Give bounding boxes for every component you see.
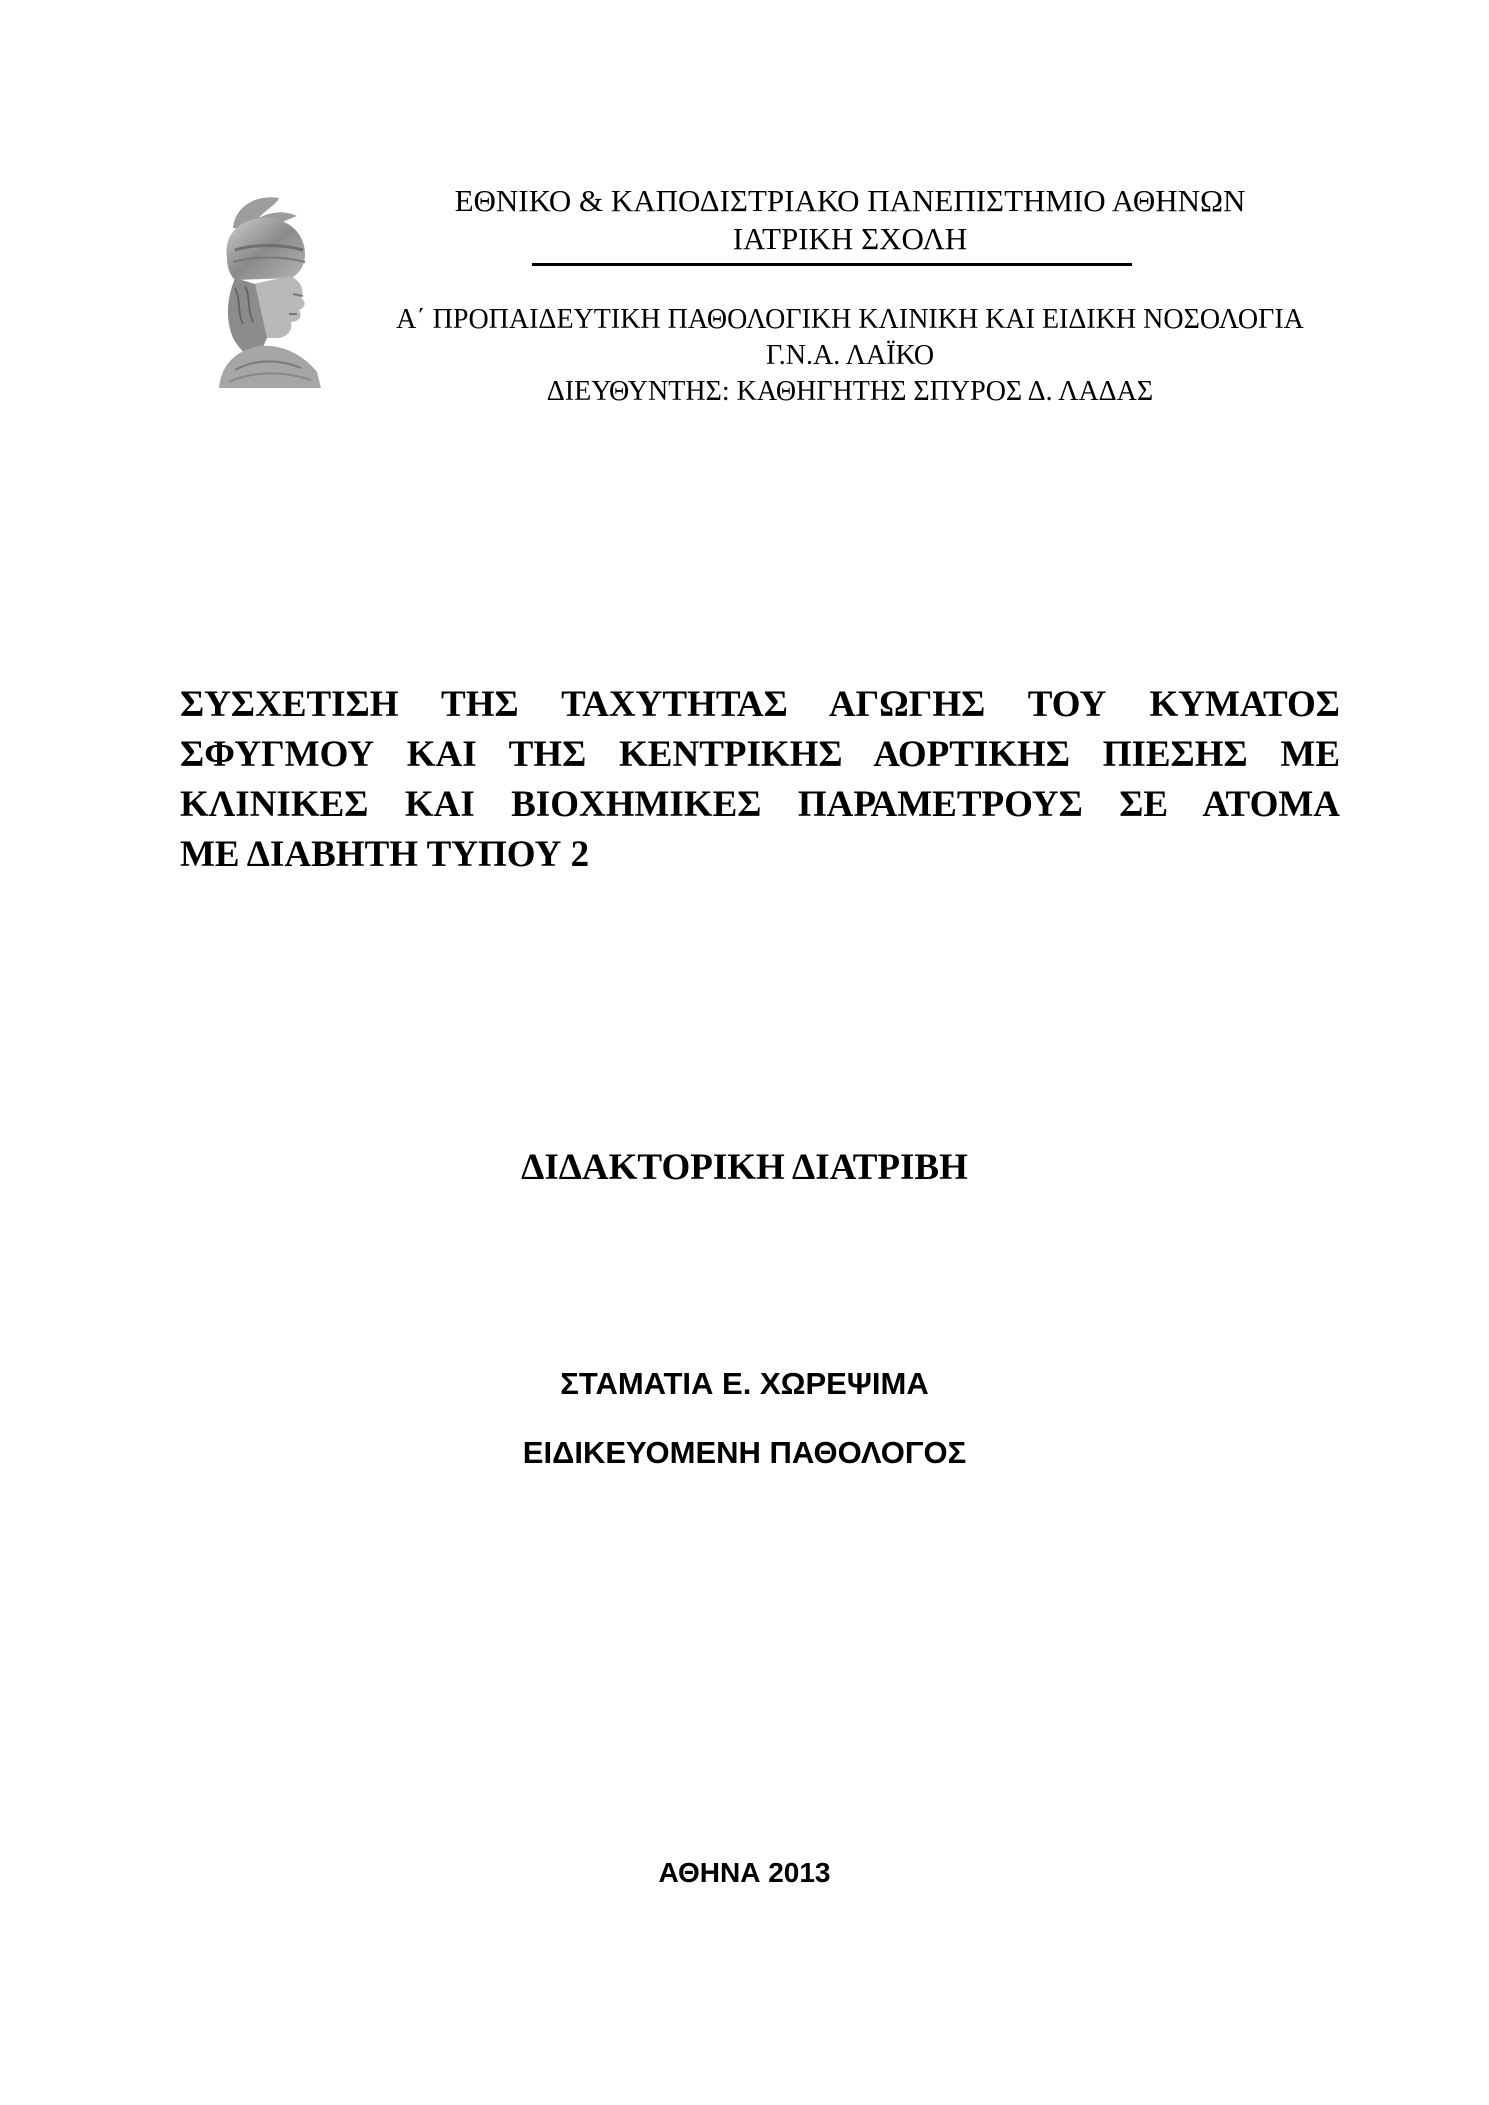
thesis-title [180, 680, 1340, 880]
document-type: ΔΙΔΑΚΤΟΡΙΚΗ ΔΙΑΤΡΙΒΗ [521, 1147, 968, 1188]
hospital-name: Γ.Ν.Α. ΛΑΪΚΟ [765, 340, 935, 371]
director-line: ΔΙΕΥΘΥΝΤΗΣ: ΚΑΘΗΓΗΤΗΣ ΣΠΥΡΟΣ Δ. ΛΑΔΑΣ [546, 376, 1154, 407]
thesis-title-line: ΚΛΙΝΙΚΕΣ ΚΑΙ ΒΙΟΧΗΜΙΚΕΣ ΠΑΡΑΜΕΤΡΟΥΣ ΣΕ ΑΤΟΜΑ [180, 784, 1340, 825]
department-info [340, 302, 1360, 410]
school-name: ΙΑΤΡΙΚΗ ΣΧΟΛΗ [732, 221, 968, 256]
thesis-title-line: ΣΦΥΓΜΟΥ ΚΑΙ ΤΗΣ ΚΕΝΤΡΙΚΗΣ ΑΟΡΤΙΚΗΣ ΠΙΕΣΗΣ ΜΕ [180, 734, 1340, 775]
university-name: ΕΘΝΙΚΟ & ΚΑΠΟΔΙΣΤΡΙΑΚΟ ΠΑΝΕΠΙΣΤΗΜΙΟ ΑΘΗΝΩΝ [454, 183, 1246, 218]
header-divider [532, 263, 1132, 266]
thesis-title-line: ΜΕ ΔΙΑΒΗΤΗ ΤΥΠΟΥ 2 [180, 834, 590, 875]
athena-head-logo-icon [205, 188, 325, 388]
place-year: ΑΘΗΝΑ 2013 [658, 1857, 831, 1888]
author-name: ΣΤΑΜΑΤΙΑ Ε. ΧΩΡΕΨΙΜΑ [560, 1366, 929, 1401]
university-header [340, 182, 1360, 258]
thesis-title-line: ΣΥΣΧΕΤΙΣΗ ΤΗΣ ΤΑΧΥΤΗΤΑΣ ΑΓΩΓΗΣ ΤΟΥ ΚΥΜΑΤΟΣ [180, 684, 1340, 725]
author-title: ΕΙΔΙΚΕΥΟΜΕΝΗ ΠΑΘΟΛΟΓΟΣ [522, 1435, 967, 1470]
clinic-name: Α΄ ΠΡΟΠΑΙΔΕΥΤΙΚΗ ΠΑΘΟΛΟΓΙΚΗ ΚΛΙΝΙΚΗ ΚΑΙ ΕΙΔΙΚΗ ΝΟΣΟΛΟΓΙΑ [396, 304, 1304, 335]
